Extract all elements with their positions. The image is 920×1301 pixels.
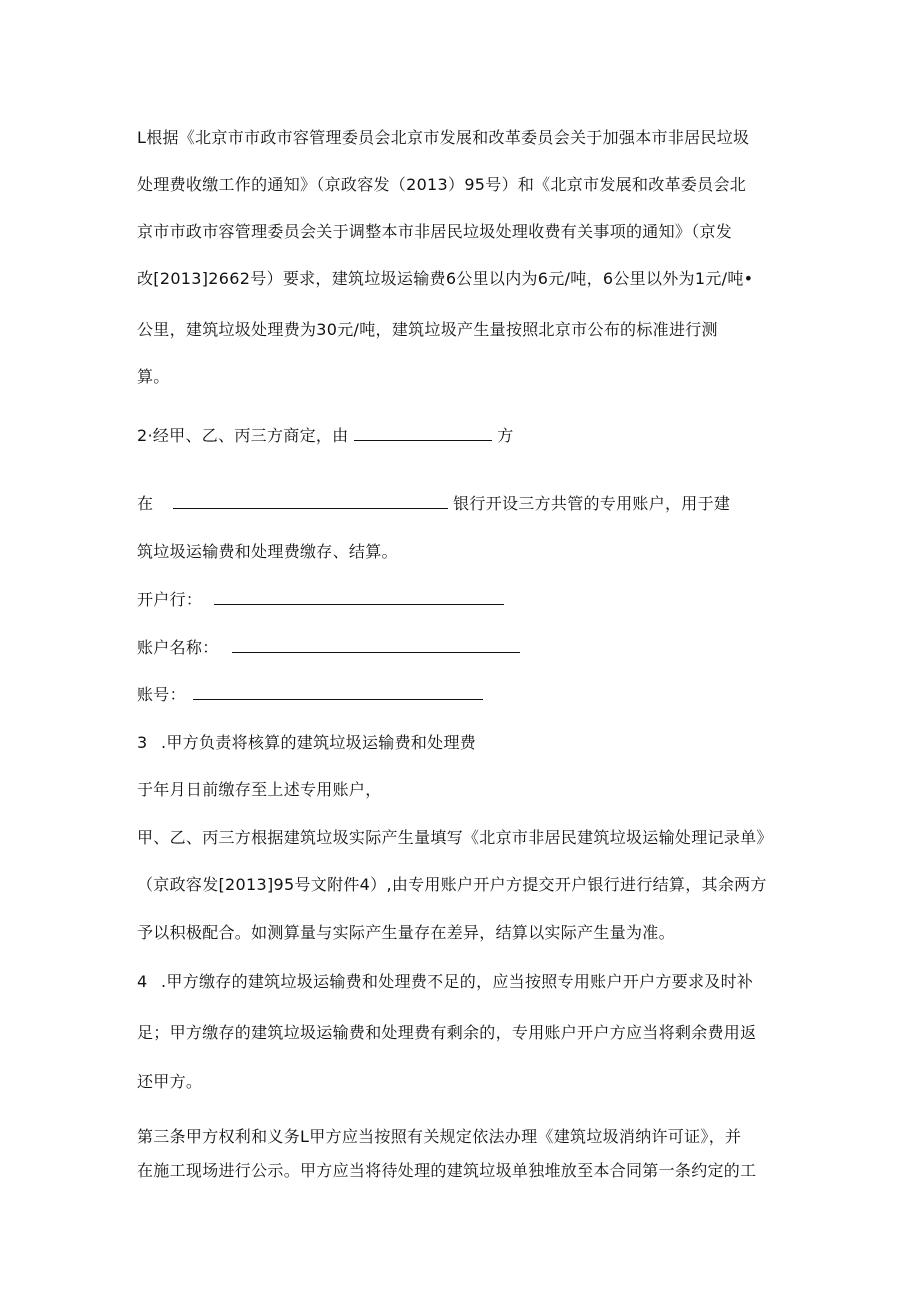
item-2-suffix: 方 — [497, 426, 514, 445]
paragraph-line: 算。 — [137, 367, 170, 386]
item-4-line-2: 足；甲方缴存的建筑垃圾运输费和处理费有剩余的，专用账户开户方应当将剩余费用返 — [137, 1023, 757, 1042]
bank-name-blank[interactable] — [173, 492, 448, 509]
account-no-label: 账号： — [137, 685, 186, 704]
item-3-line-5: 予以积极配合。如测算量与实际产生量存在差异，结算以实际产生量为准。 — [137, 923, 675, 942]
paragraph-line: 公里，建筑垃圾处理费为30元/吨，建筑垃圾产生量按照北京市公布的标准进行测 — [137, 320, 718, 339]
open-bank-row — [137, 588, 504, 611]
account-name-blank[interactable] — [232, 636, 520, 653]
account-no-blank[interactable] — [193, 683, 483, 700]
paragraph-line: 处理费收缴工作的通知》（京政容发（2013）95号）和《北京市发展和改革委员会北 — [137, 175, 747, 194]
bank-line-2: 筑垃圾运输费和处理费缴存、结算。 — [137, 542, 398, 561]
item-4-text: .甲方缴存的建筑垃圾运输费和处理费不足的，应当按照专用账户开户方要求及时补 — [161, 972, 754, 991]
article-3-line-2: 在施工现场进行公示。甲方应当将待处理的建筑垃圾单独堆放至本合同第一条约定的工 — [137, 1161, 757, 1180]
item-3-line-3: 甲、乙、丙三方根据建筑垃圾实际产生量填写《北京市非居民建筑垃圾运输处理记录单》 — [137, 828, 773, 847]
paragraph-line: 京市市政市容管理委员会关于调整本市非居民垃圾处理收费有关事项的通知》（京发 — [137, 222, 733, 241]
item-3-text: .甲方负责将核算的建筑垃圾运输费和处理费 — [161, 733, 477, 752]
account-no-row — [137, 683, 483, 706]
item-2-line — [137, 424, 514, 447]
item-3-line — [137, 732, 476, 754]
account-name-label: 账户名称： — [137, 638, 219, 657]
party-blank[interactable] — [354, 424, 492, 441]
item-3-line-4: （京政容发[2013]95号文附件4）,由专用账户开户方提交开户银行进行结算，其余两方 — [137, 875, 767, 894]
bank-line — [137, 492, 730, 515]
paragraph-line: 改[2013]2662号）要求，建筑垃圾运输费6公里以内为6元/吨，6公里以外为1元/吨• — [137, 269, 754, 288]
paragraph-line: L根据《北京市市政市容管理委员会北京市发展和改革委员会关于加强本市非居民垃圾 — [137, 128, 750, 147]
bank-prefix: 在 — [137, 494, 154, 513]
bank-suffix: 银行开设三方共管的专用账户，用于建 — [453, 494, 731, 513]
open-bank-label: 开户行： — [137, 590, 203, 609]
item-2-prefix: 2·经甲、乙、丙三方商定，由 — [137, 426, 349, 445]
item-4-line-3: 还甲方。 — [137, 1072, 203, 1091]
item-4-line — [137, 971, 753, 993]
item-4-number: 4 — [137, 972, 148, 991]
item-3-number: 3 — [137, 733, 148, 752]
item-3-line-2: 于年月日前缴存至上述专用账户， — [137, 780, 382, 799]
open-bank-blank[interactable] — [214, 588, 504, 605]
article-3-line-1: 第三条甲方权利和义务L甲方应当按照有关规定依法办理《建筑垃圾消纳许可证》，并 — [137, 1127, 742, 1146]
account-name-row — [137, 636, 520, 659]
